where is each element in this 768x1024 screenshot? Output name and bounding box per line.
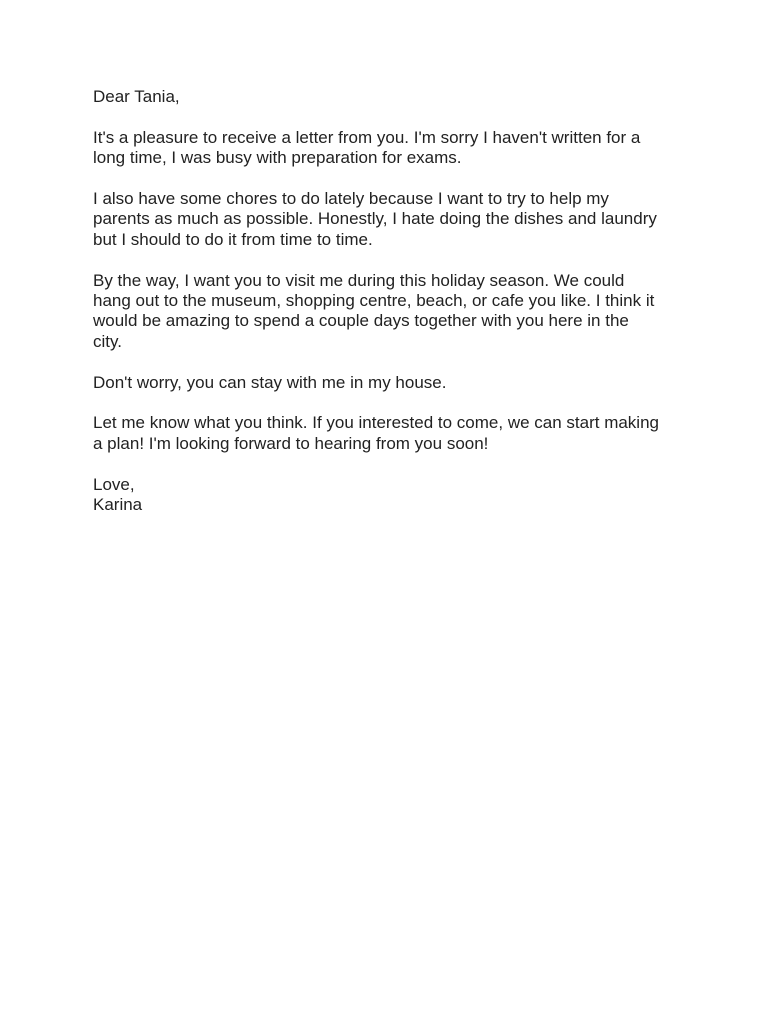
closing-text: Love, [93,474,135,494]
salutation [93,87,693,107]
signature-name: Karina [93,495,143,515]
paragraph-line: but I should to do it from time to time. [93,229,373,249]
paragraph-line: I also have some chores to do lately because I want to try to help my [93,189,609,208]
salutation-text: Dear Tania, [93,87,180,106]
paragraph-line: city. [93,331,122,351]
paragraph-2 [93,189,693,250]
paragraph-line: Don't worry, you can stay with me in my house. [93,372,447,392]
paragraph-line: Let me know what you think. If you interested to come, we can start making [93,413,659,433]
sign-off [93,475,693,516]
paragraph-4 [93,373,693,393]
paragraph-3 [93,271,693,353]
letter-body [93,87,693,536]
paragraph-1 [93,128,693,169]
paragraph-line: By the way, I want you to visit me during this holiday season. We could [93,270,625,290]
paragraph-5 [93,413,693,454]
paragraph-line: would be amazing to spend a couple days together with you here in the [93,311,629,331]
paragraph-line: parents as much as possible. Honestly, I hate doing the dishes and laundry [93,209,657,229]
paragraph-line: hang out to the museum, shopping centre, beach, or cafe you like. I think it [93,291,655,311]
paragraph-line: a plan! I'm looking forward to hearing from you soon! [93,433,489,453]
paragraph-line: It's a pleasure to receive a letter from you. I'm sorry I haven't written for a [93,127,641,147]
paragraph-line: long time, I was busy with preparation for exams. [93,148,462,168]
